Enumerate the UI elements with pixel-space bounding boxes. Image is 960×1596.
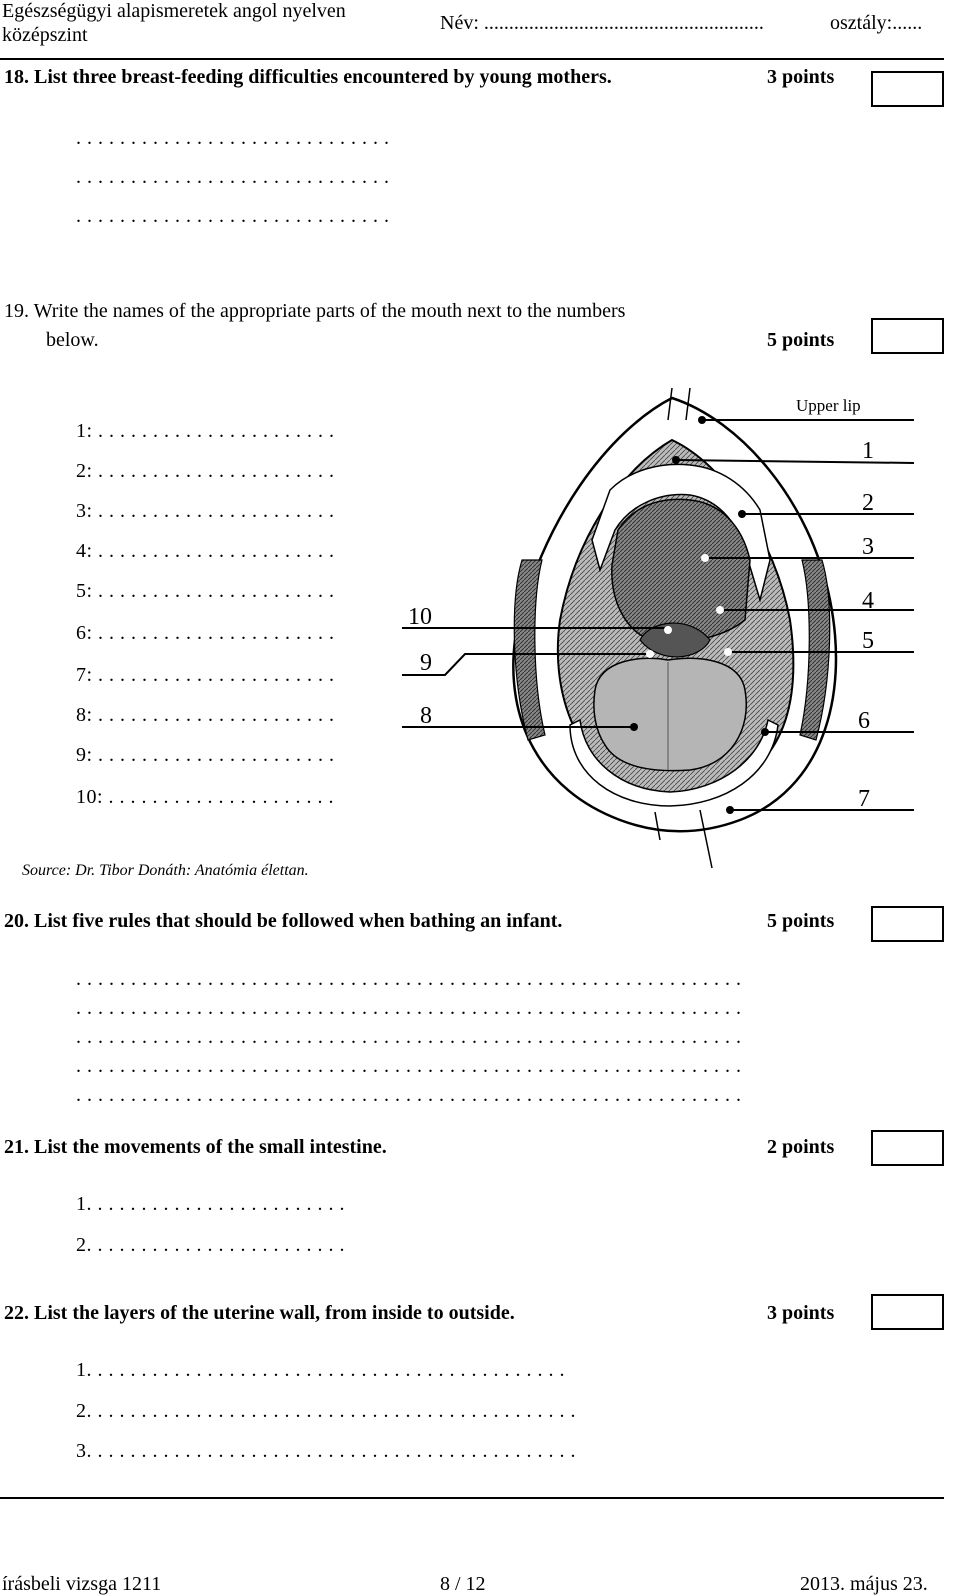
label-upper-lip: Upper lip [796, 396, 861, 415]
question-22-text: 22. List the layers of the uterine wall, from inside to outside. [4, 1302, 515, 1324]
header-rule [0, 58, 944, 60]
hard-palate [612, 499, 750, 641]
answer-line: . . . . . . . . . . . . . . . . . . . . . . . . . . . . . . . . . . . . . . . . . . . . . . . . . . . . . . . . . . . . . [76, 1055, 742, 1077]
label-1: 1 [862, 438, 874, 464]
answer-line: . . . . . . . . . . . . . . . . . . . . . . . . . . . . . . . . . . . . . . . . . . . . . . . . . . . . . . . . . . . . . [76, 997, 742, 1019]
question-22-points: 3 points [767, 1302, 835, 1324]
answer-line: 1. . . . . . . . . . . . . . . . . . . . . . . . [76, 1193, 345, 1215]
question-18-text: 18. List three breast-feeding difficulties encountered by young mothers. [4, 66, 612, 88]
question-21-score-box [871, 1130, 944, 1166]
question-21-points: 2 points [767, 1136, 835, 1158]
label-5: 5 [862, 628, 874, 654]
label-3: 3 [862, 534, 874, 560]
label-10: 10 [408, 604, 432, 630]
question-20-score-box [871, 906, 944, 942]
answer-line: . . . . . . . . . . . . . . . . . . . . . . . . . . . . . . . . . . . . . . . . . . . . . . . . . . . . . . . . . . . . . [76, 968, 742, 990]
question-18-points: 3 points [767, 66, 835, 88]
answer-line: . . . . . . . . . . . . . . . . . . . . . . . . . . . . . [76, 127, 390, 149]
answer-line: 2. . . . . . . . . . . . . . . . . . . . . . . . . . . . . . . . . . . . . . . . . . . . . [76, 1400, 576, 1422]
question-20-points: 5 points [767, 910, 835, 932]
answer-line: 6: . . . . . . . . . . . . . . . . . . . . . . [76, 622, 335, 644]
footer-page-number: 8 / 12 [440, 1573, 486, 1595]
answer-line: . . . . . . . . . . . . . . . . . . . . . . . . . . . . . [76, 205, 390, 227]
footer-exam: írásbeli vizsga 1211 [2, 1573, 162, 1595]
answer-line: 7: . . . . . . . . . . . . . . . . . . . . . . [76, 664, 335, 686]
question-19-score-box [871, 318, 944, 354]
figure-source: Source: Dr. Tibor Donáth: Anatómia élettan. [22, 862, 309, 879]
answer-line: 10: . . . . . . . . . . . . . . . . . . . . . [76, 786, 335, 808]
answer-line: 1: . . . . . . . . . . . . . . . . . . . . . . [76, 420, 335, 442]
label-7: 7 [858, 786, 870, 812]
label-4: 4 [862, 588, 874, 614]
question-19-text-cont: below. [46, 329, 99, 351]
question-21-text: 21. List the movements of the small intestine. [4, 1136, 387, 1158]
subject-level: középszint [2, 24, 88, 46]
answer-line: . . . . . . . . . . . . . . . . . . . . . . . . . . . . . . . . . . . . . . . . . . . . . . . . . . . . . . . . . . . . . [76, 1026, 742, 1048]
label-8: 8 [420, 703, 432, 729]
answer-line: 9: . . . . . . . . . . . . . . . . . . . . . . [76, 744, 335, 766]
answer-line: 2: . . . . . . . . . . . . . . . . . . . . . . [76, 460, 335, 482]
question-20-text: 20. List five rules that should be followed when bathing an infant. [4, 910, 563, 932]
question-22-score-box [871, 1294, 944, 1330]
answer-line: 5: . . . . . . . . . . . . . . . . . . . . . . [76, 580, 335, 602]
label-2: 2 [862, 490, 874, 516]
question-19-points: 5 points [767, 329, 835, 351]
name-field: Név: ........................................................ [440, 12, 764, 34]
label-6: 6 [858, 708, 870, 734]
label-9: 9 [420, 650, 432, 676]
mouth-diagram [0, 380, 960, 880]
question-18-score-box [871, 71, 944, 107]
footer-date: 2013. május 23. [800, 1573, 928, 1595]
footer-rule [0, 1497, 944, 1499]
answer-line: . . . . . . . . . . . . . . . . . . . . . . . . . . . . . [76, 166, 390, 188]
answer-line: . . . . . . . . . . . . . . . . . . . . . . . . . . . . . . . . . . . . . . . . . . . . . . . . . . . . . . . . . . . . . [76, 1084, 742, 1106]
answer-line: 3: . . . . . . . . . . . . . . . . . . . . . . [76, 500, 335, 522]
answer-line: 2. . . . . . . . . . . . . . . . . . . . . . . . [76, 1234, 345, 1256]
subject-title: Egészségügyi alapismeretek angol nyelven [2, 0, 346, 22]
answer-line: 1. . . . . . . . . . . . . . . . . . . . . . . . . . . . . . . . . . . . . . . . . . . . [76, 1359, 565, 1381]
question-19-text: 19. Write the names of the appropriate parts of the mouth next to the numbers [4, 300, 626, 322]
answer-line: 8: . . . . . . . . . . . . . . . . . . . . . . [76, 704, 335, 726]
answer-line: 3. . . . . . . . . . . . . . . . . . . . . . . . . . . . . . . . . . . . . . . . . . . . . [76, 1440, 576, 1462]
class-field: osztály:...... [830, 12, 923, 34]
tongue [594, 658, 746, 770]
answer-line: 4: . . . . . . . . . . . . . . . . . . . . . . [76, 540, 335, 562]
